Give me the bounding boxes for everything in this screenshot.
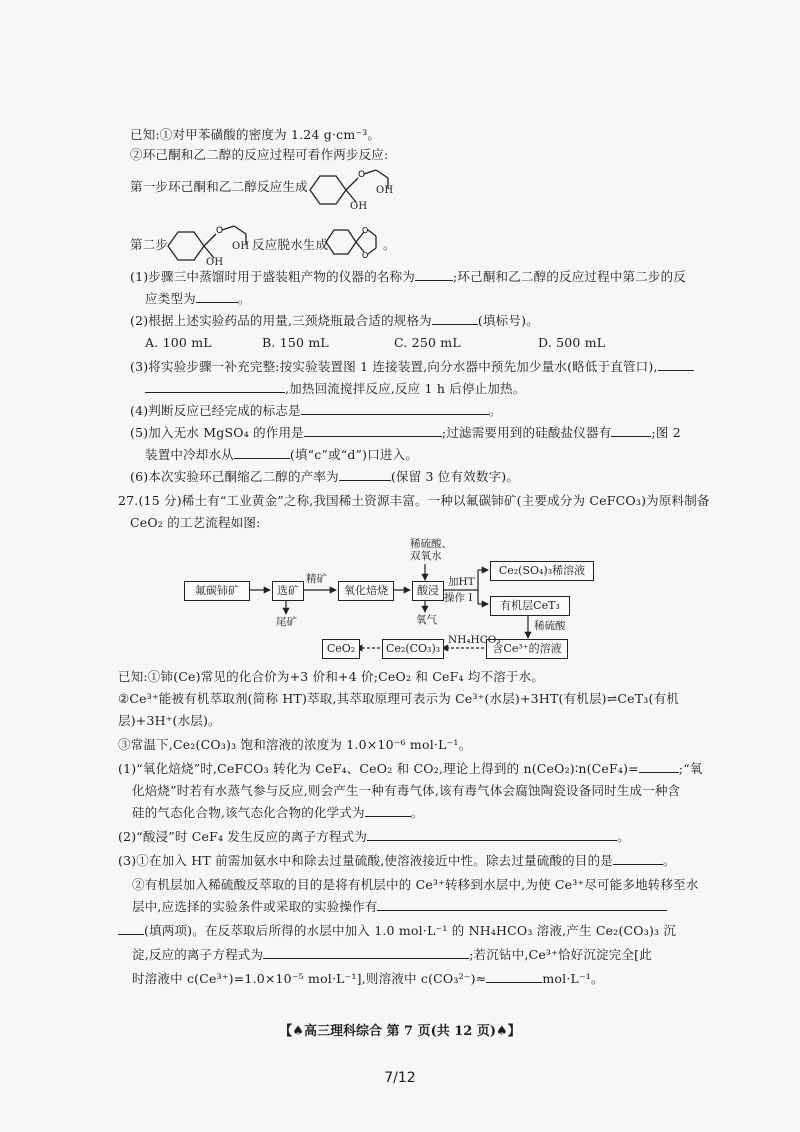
step2-end: 。 xyxy=(383,237,396,252)
page-footer: 【♠高三理科综合 第 7 页(共 12 页)♠】 xyxy=(279,1024,521,1039)
s3-line1: (3)①在加入 HT 前需加氨水中和除去过量硫酸,使溶液接近中性。除去过量硫酸的目的是 。 xyxy=(118,853,676,868)
s3-line6: 时溶液中 c(Ce³⁺)=1.0×10⁻⁵ mol·L⁻¹],则溶液中 c(CO₃²⁻)≈ mol·L⁻¹。 xyxy=(132,971,604,986)
q2-blank[interactable] xyxy=(432,312,478,325)
flow-carbonate-box: Ce₂(CO₃)₃ xyxy=(382,639,444,659)
s3-blank-3[interactable] xyxy=(118,922,144,935)
q5-line1: (5)加入无水 MgSO₄ 的作用是 ;过滤需要用到的硅酸盐仪器有 ;图 2 xyxy=(130,425,681,440)
q5-blank-3[interactable] xyxy=(234,446,290,459)
oh-label-2b: OH xyxy=(232,241,250,252)
q2-option-b: B. 150 mL xyxy=(262,335,329,350)
page-number: 7/12 xyxy=(384,1070,416,1086)
svg-text:O: O xyxy=(358,170,366,180)
s2-blank[interactable] xyxy=(367,828,617,841)
ketal-product-structure xyxy=(324,222,384,262)
flow-nh4hco3-label: NH₄HCO₃ xyxy=(448,634,501,646)
q2-option-a: A. 100 mL xyxy=(145,335,212,350)
s3-blank-2[interactable] xyxy=(377,898,667,911)
known2-line4: ③常温下,Ce₂(CO₃)₃ 饱和溶液的浓度为 1.0×10⁻⁶ mol·L⁻¹。 xyxy=(118,737,472,752)
q3-line2: ,加热回流搅拌反应,反应 1 h 后停止加热。 xyxy=(145,380,525,398)
flow-ceo2-box: CeO₂ xyxy=(322,639,360,659)
flow-ce3-solution-box: 含Ce³⁺的溶液 xyxy=(486,639,568,659)
s1-line2: 化焙烧”时若有水蒸气参与反应,则会产生一种有毒气体,该有毒气体会腐蚀陶瓷设备同时生成一种含 xyxy=(132,783,681,798)
q1-line2: 应类型为 。 xyxy=(145,291,251,306)
q1-line1: (1)步骤三中蒸馏时用于盛装粗产物的仪器的名称为 ;环己酮和乙二醇的反应过程中第二步的反 xyxy=(130,269,687,284)
q4-blank[interactable] xyxy=(301,402,489,415)
known2-line3: 层)+3H⁺(水层)。 xyxy=(118,713,221,728)
s3-line3: 层中,应选择的实验条件或采取的实验操作有 xyxy=(132,898,667,916)
s3-line4: (填两项)。在反萃取后所得的水层中加入 1.0 mol·L⁻¹ 的 NH₄HCO₃ 溶液,产生 Ce₂(CO₃)₃ 沉 xyxy=(118,922,676,940)
flow-ore-box: 氟碳铈矿 xyxy=(184,581,250,601)
svg-text:O: O xyxy=(216,226,224,236)
known-two-steps: ②环己酮和乙二醇的反应过程可看作两步反应: xyxy=(130,147,389,162)
flow-aqueous-box: Ce₂(SO₄)₃稀溶液 xyxy=(490,561,594,581)
flow-organic-box: 有机层CeT₃ xyxy=(490,596,570,616)
svg-text:O: O xyxy=(362,226,369,235)
step2-prefix: 第二步 xyxy=(130,237,169,252)
s3-blank-5[interactable] xyxy=(486,970,542,983)
q5-blank-1[interactable] xyxy=(304,424,442,437)
s1-line1: (1)“氧化焙烧”时,CeFCO₃ 转化为 CeF₄、CeO₂ 和 CO₂,理论上得到的 n(CeO₂)∶n(CeF₄)= ;“氧 xyxy=(118,761,703,776)
q3-blank[interactable] xyxy=(658,358,694,371)
q2-stem: (2)根据上述实验药品的用量,三颈烧瓶最合适的规格为 (填标号)。 xyxy=(130,313,539,328)
flow-leach-box: 酸浸 xyxy=(412,581,444,601)
known2-line1: 已知:①铈(Ce)常见的化合价为+3 价和+4 价;CeO₂ 和 CeF₄ 均不溶于水。 xyxy=(118,669,545,684)
oh-label-1b: OH xyxy=(376,185,394,196)
q1-blank-2[interactable] xyxy=(196,290,238,303)
svg-text:O: O xyxy=(362,251,369,260)
step2-middle: 反应脱水生成 xyxy=(252,237,329,252)
flow-oxygen-label: 氧气 xyxy=(416,614,437,626)
flow-roast-box: 氧化焙烧 xyxy=(338,581,394,601)
problem27-intro: 27.(15 分)稀土有“工业黄金”之称,我国稀土资源丰富。一种以氟碳铈矿(主要成分为 CeFCO₃)为原料制备 xyxy=(118,493,710,508)
q3-blank-2[interactable] xyxy=(145,380,285,393)
s2-line: (2)“酸浸”时 CeF₄ 发生反应的离子方程式为 。 xyxy=(118,829,630,844)
flow-operation1-label: 操作 I xyxy=(444,592,473,604)
q5-blank-2[interactable] xyxy=(611,424,651,437)
flow-beneficiation-box: 选矿 xyxy=(272,581,304,601)
q2-option-c: C. 250 mL xyxy=(394,335,461,350)
flow-acid-reagent-label-2: 双氧水 xyxy=(410,550,442,562)
known-density: 已知:①对甲苯磺酸的密度为 1.24 g·cm⁻³。 xyxy=(130,127,381,142)
problem27-intro-2: CeO₂ 的工艺流程如图: xyxy=(130,515,261,530)
oh-label-2: OH xyxy=(206,257,224,268)
q5-line2: 装置中冷却水从 (填“c”或“d”)口进入。 xyxy=(145,447,419,462)
oh-label-1: OH xyxy=(350,201,368,212)
q6-line: (6)本次实验环己酮缩乙二醇的产率为 (保留 3 位有效数字)。 xyxy=(130,469,520,484)
flow-tailings-label: 尾矿 xyxy=(276,616,297,628)
known2-line2: ②Ce³⁺能被有机萃取剂(简称 HT)萃取,其萃取原理可表示为 Ce³⁺(水层)+3HT(有机层)⇌CeT₃(有机 xyxy=(118,691,679,706)
flow-add-ht-label: 加HT xyxy=(448,576,475,588)
flow-acid-reagent-label-1: 稀硫酸、 xyxy=(410,538,452,550)
s3-blank-1[interactable] xyxy=(613,852,663,865)
q1-blank-1[interactable] xyxy=(415,268,453,281)
flow-concentrate-label: 精矿 xyxy=(306,573,327,585)
process-flowchart xyxy=(178,538,598,668)
s1-line3: 硅的气态化合物,该气态化合物的化学式为 。 xyxy=(132,805,424,820)
q3-line1: (3)将实验步骤一补充完整:按实验装置图 1 连接装置,向分水器中预先加少量水(略低于直管口), xyxy=(130,358,694,376)
s1-blank-2[interactable] xyxy=(365,804,411,817)
q4-line: (4)判断反应已经完成的标志是 。 xyxy=(130,403,502,418)
q6-blank[interactable] xyxy=(339,468,391,481)
s3-blank-4[interactable] xyxy=(263,946,469,959)
step1-text: 第一步环己酮和乙二醇反应生成 xyxy=(130,179,308,194)
s1-blank-1[interactable] xyxy=(639,760,679,773)
q2-option-d: D. 500 mL xyxy=(538,335,606,350)
s3-line2: ②有机层加入稀硫酸反萃取的目的是将有机层中的 Ce³⁺转移到水层中,为使 Ce³⁺尽可能多地转移至水 xyxy=(132,877,699,892)
flow-h2so4-label: 稀硫酸 xyxy=(534,620,566,632)
s3-line5: 淀,反应的离子方程式为 ;若沉钻中,Ce³⁺恰好沉淀完全[此 xyxy=(132,947,652,962)
